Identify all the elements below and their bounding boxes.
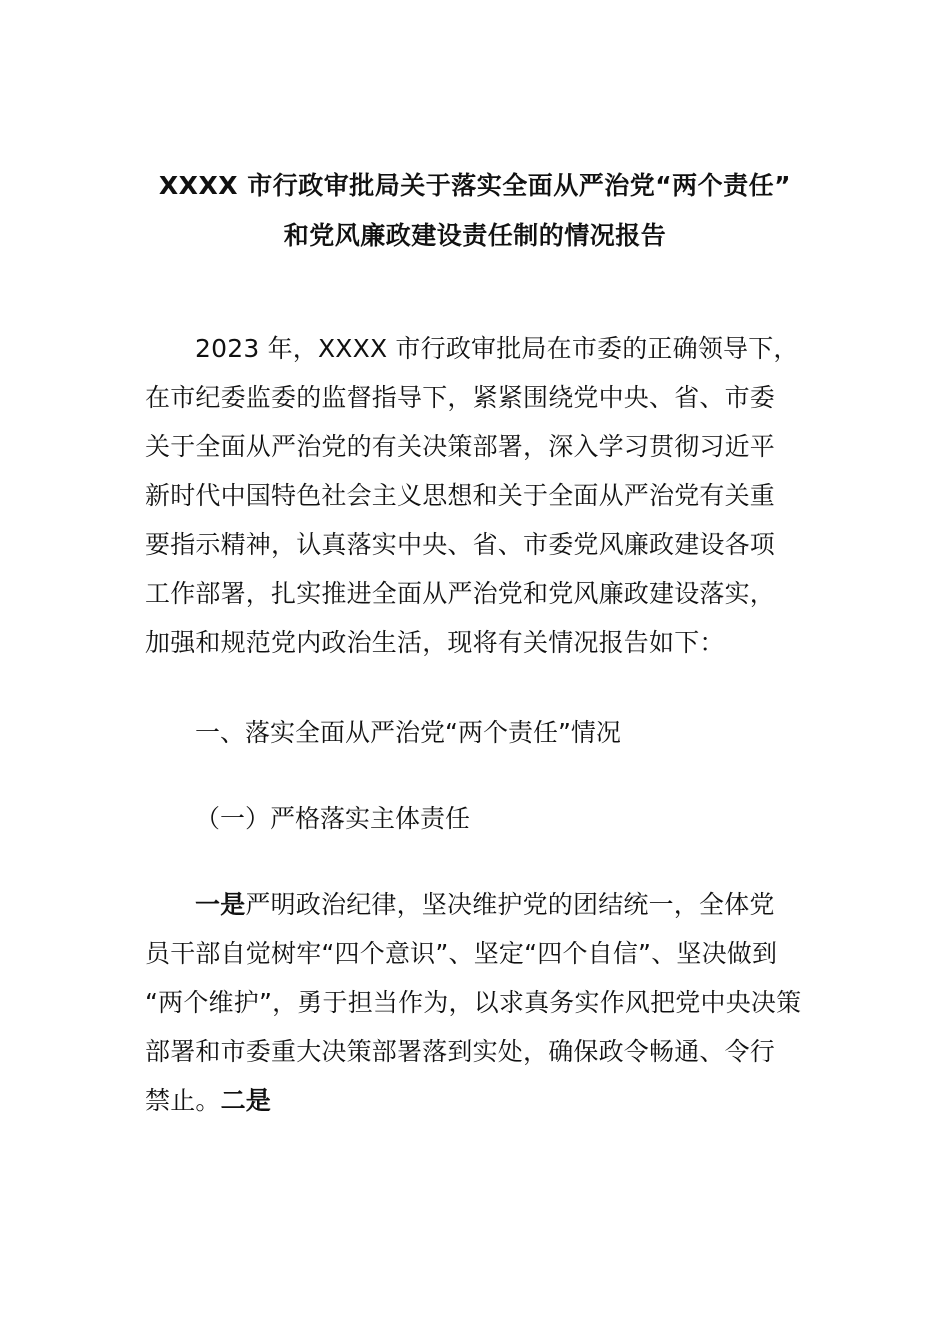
section-line-text: 严明政治纪律，坚决维护党的团结统一，全体党 xyxy=(245,890,775,919)
subsection-heading-1: （一）严格落实主体责任 xyxy=(195,804,471,833)
lead-bold-text: 一是 xyxy=(195,890,246,919)
intro-line: 加强和规范党内政治生活，现将有关情况报告如下： xyxy=(145,628,725,657)
intro-line: 在市纪委监委的监督指导下，紧紧围绕党中央、省、市委 xyxy=(145,383,776,412)
next-point-bold-text: 二是 xyxy=(220,1086,272,1115)
document-title-line-2: 和党风廉政建设责任制的情况报告 xyxy=(283,221,667,250)
intro-line: 工作部署，扎实推进全面从严治党和党风廉政建设落实， xyxy=(145,579,776,608)
intro-line: 要指示精神，认真落实中央、省、市委党风廉政建设各项 xyxy=(145,530,776,559)
intro-line: 关于全面从严治党的有关决策部署，深入学习贯彻习近平 xyxy=(145,432,776,461)
intro-line: 2023 年，XXXX 市行政审批局在市委的正确领导下， xyxy=(195,334,799,363)
section-line: 部署和市委重大决策部署落到实处，确保政令畅通、令行 xyxy=(145,1037,776,1066)
section-heading-1: 一、落实全面从严治党“两个责任”情况 xyxy=(195,718,621,747)
intro-paragraph xyxy=(145,324,810,667)
section-line: “两个维护”，勇于担当作为，以求真务实作风把党中央决策 xyxy=(145,988,802,1017)
intro-line: 新时代中国特色社会主义思想和关于全面从严治党有关重 xyxy=(145,481,776,510)
section-line: 员干部自觉树牢“四个意识”、坚定“四个自信”、坚决做到 xyxy=(145,939,778,968)
section-paragraph xyxy=(145,880,810,1125)
section-line xyxy=(145,1076,810,1125)
document-title-line-1: XXXX 市行政审批局关于落实全面从严治党“两个责任” xyxy=(158,171,792,200)
section-line-text: 禁止。 xyxy=(145,1086,221,1115)
section-line xyxy=(145,880,810,929)
